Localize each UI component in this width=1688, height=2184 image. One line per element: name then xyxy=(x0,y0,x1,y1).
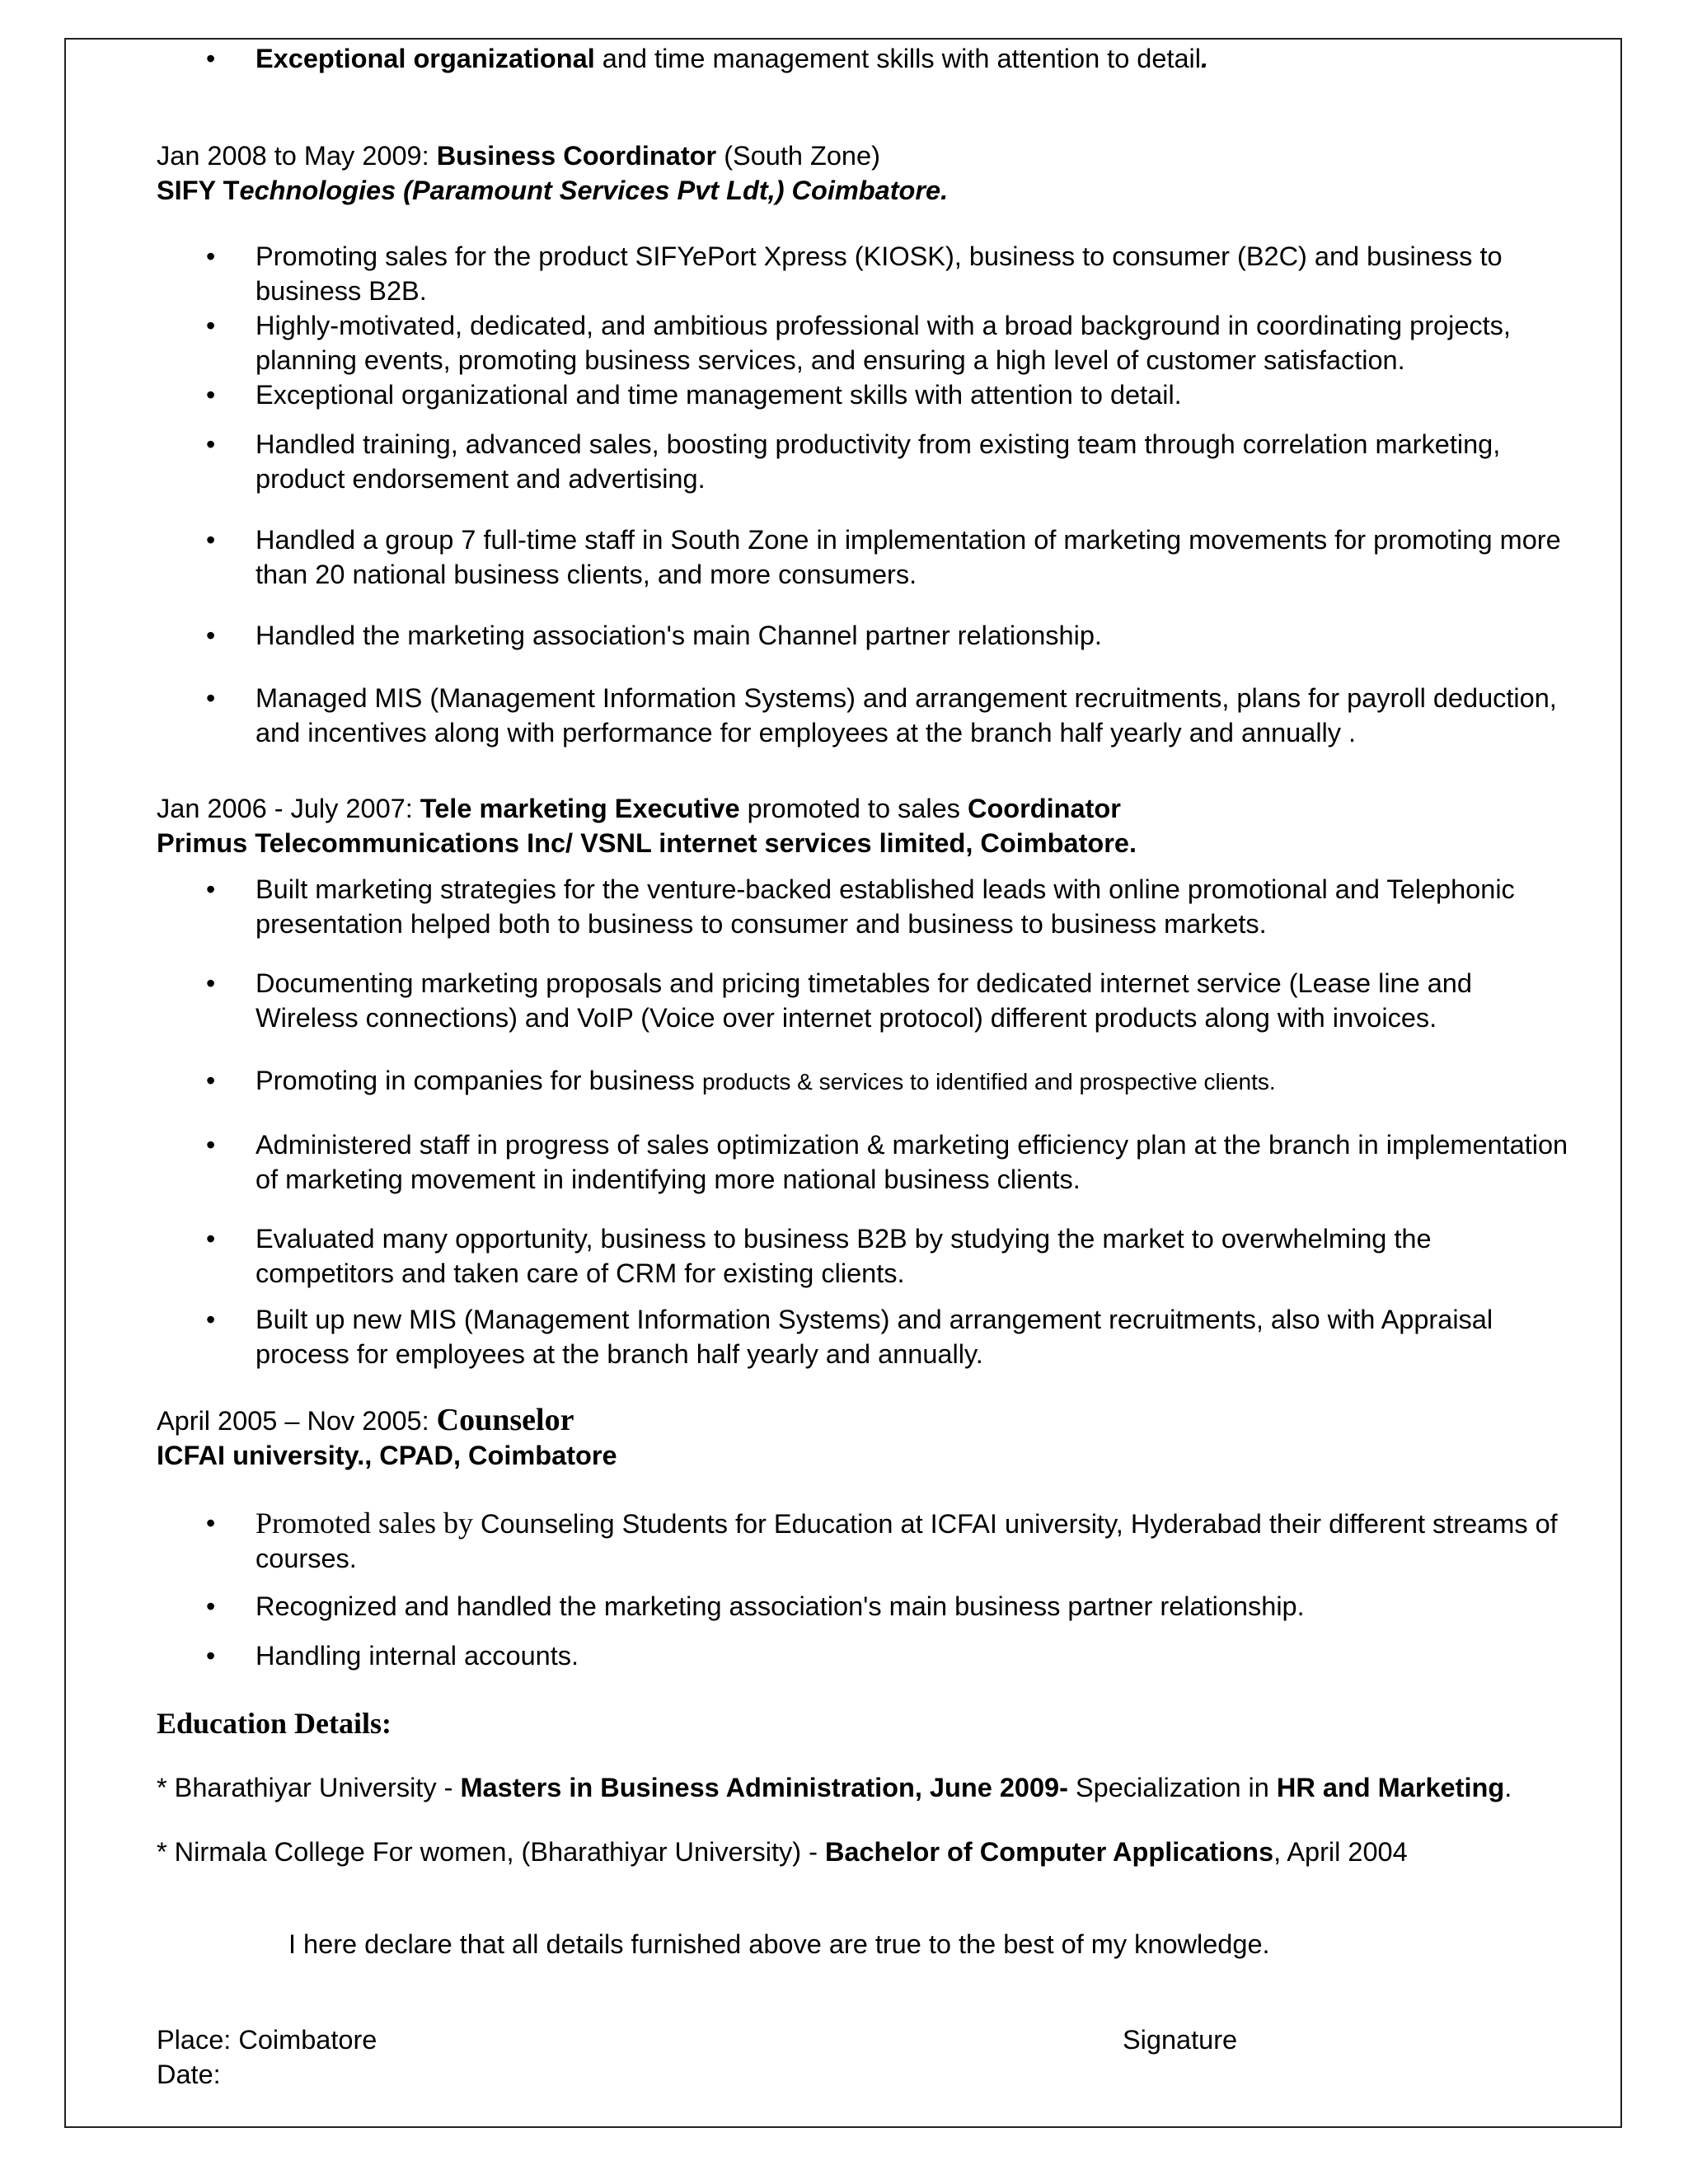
list-item: • Exceptional organizational and time management skills with attention to detail. xyxy=(157,377,1574,412)
company-name: SIFY Technologies (Paramount Services Pvt Ldt,) Coimbatore. xyxy=(157,176,949,205)
company-name: Primus Telecommunications Inc/ VSNL internet services limited, Coimbatore. xyxy=(157,828,1137,858)
company-name: ICFAI university., CPAD, Coimbatore xyxy=(157,1441,617,1470)
list-item: • Built marketing strategies for the venture-backed established leads with online promotional and Telephonic presentation helped both to business to consumer and business to business markets. xyxy=(157,872,1574,941)
list-item: • Evaluated many opportunity, business to business B2B by studying the market to overwhelming the competitors and taken care of CRM for existing clients. xyxy=(157,1221,1574,1291)
job-bullets xyxy=(157,1506,1574,1673)
place: Place: Coimbatore xyxy=(157,2025,377,2055)
job-bullets xyxy=(157,872,1574,1371)
list-item: • Handled training, advanced sales, boosting productivity from existing team through correlation marketing, product endorsement and advertising. xyxy=(157,427,1574,496)
top-bullet-list xyxy=(157,41,1574,76)
list-item: • Exceptional organizational and time management skills with attention to detail. xyxy=(157,41,1574,76)
list-item: • Promoting sales for the product SIFYePort Xpress (KIOSK), business to consumer (B2C) and business to business B2B. xyxy=(157,239,1574,308)
list-item: • Managed MIS (Management Information Systems) and arrangement recruitments, plans for payroll deduction, and incentives along with performance for employees at the branch half yearly and annually . xyxy=(157,681,1574,750)
job-heading: Jan 2006 - July 2007: Tele marketing Executive promoted to sales Coordinator xyxy=(157,794,1121,823)
education-section xyxy=(157,1706,1574,1869)
footer xyxy=(157,2022,1574,2092)
signature-label: Signature xyxy=(1123,2025,1238,2055)
list-item: • Documenting marketing proposals and pricing timetables for dedicated internet service (Lease line and Wireless connections) and VoIP (Voice over internet protocol) different products along with invoices. xyxy=(157,966,1574,1035)
education-entry: * Bharathiyar University - Masters in Business Administration, June 2009- Specialization in HR and Marketing. xyxy=(157,1773,1512,1802)
list-item: • Built up new MIS (Management Information Systems) and arrangement recruitments, also with Appraisal process for employees at the branch half yearly and annually. xyxy=(157,1302,1574,1371)
list-item: • Administered staff in progress of sales optimization & marketing efficiency plan at the branch in implementation of marketing movement in indentifying more national business clients. xyxy=(157,1127,1574,1197)
footer-row xyxy=(157,2022,1574,2057)
list-item: • Highly-motivated, dedicated, and ambitious professional with a broad background in coordinating projects, planning events, promoting business services, and ensuring a high level of customer satisfaction. xyxy=(157,308,1574,377)
list-item: • Promoting in companies for business products & services to identified and prospective clients. xyxy=(157,1063,1574,1099)
list-item: • Handled the marketing association's main Channel partner relationship. xyxy=(157,618,1574,653)
declaration: I here declare that all details furnished above are true to the best of my knowledge. xyxy=(288,1929,1270,1959)
date-label: Date: xyxy=(157,2060,221,2089)
job-bullets xyxy=(157,239,1574,750)
job-heading: Jan 2008 to May 2009: Business Coordinator (South Zone) xyxy=(157,141,880,171)
job-sify xyxy=(157,138,1574,750)
education-entry: * Nirmala College For women, (Bharathiyar University) - Bachelor of Computer Applications, April 2004 xyxy=(157,1837,1408,1867)
list-item: • Promoted sales by Counseling Students for Education at ICFAI university, Hyderabad their different streams of courses. xyxy=(157,1506,1574,1576)
education-heading: Education Details: xyxy=(157,1707,392,1740)
job-primus xyxy=(157,791,1574,1371)
list-item: • Handled a group 7 full-time staff in South Zone in implementation of marketing movements for promoting more than 20 national business clients, and more consumers. xyxy=(157,523,1574,592)
job-icfai xyxy=(157,1403,1574,1673)
list-item: • Handling internal accounts. xyxy=(157,1638,1574,1673)
resume-content xyxy=(157,38,1574,2092)
list-item: • Recognized and handled the marketing association's main business partner relationship. xyxy=(157,1589,1574,1624)
job-heading: April 2005 – Nov 2005: Counselor xyxy=(157,1403,574,1437)
